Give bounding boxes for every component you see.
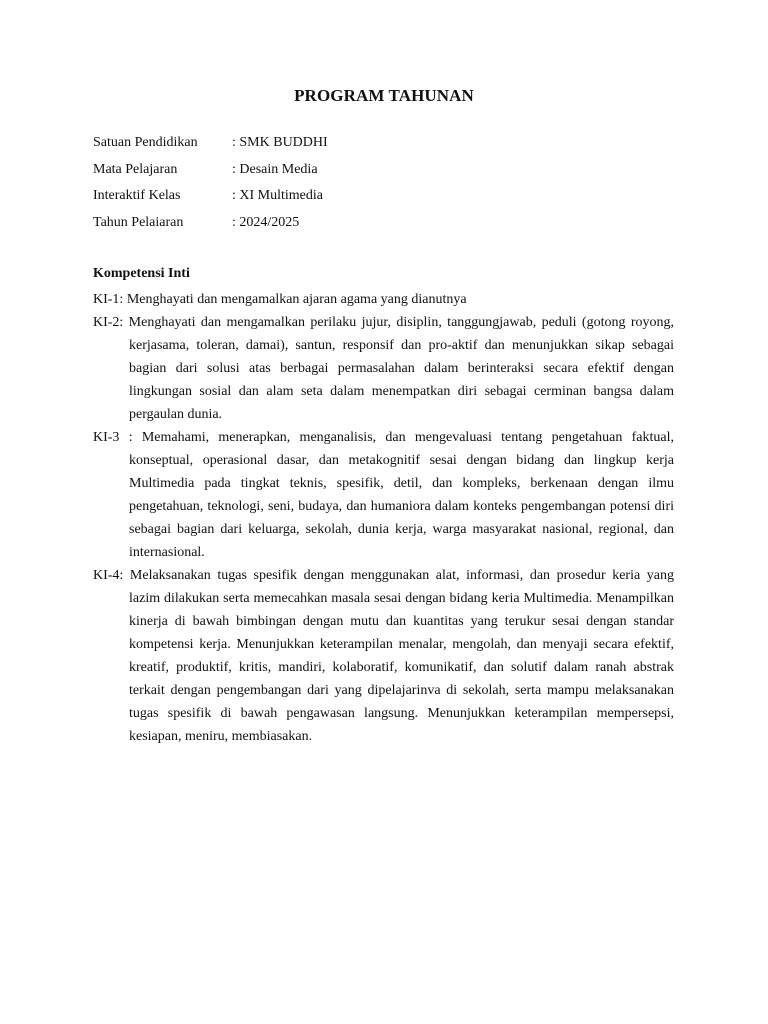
ki-2-paragraph: KI-2: Menghayati dan mengamalkan perilaku jujur, disiplin, tanggungjawab, peduli (gotong royong, kerjasama, toleran, damai), santun, responsif dan pro-aktif dan menunjukkan sikap sebagai bagian dari solusi atas berbagai permasalahan dalam berinteraksi secara efektif dengan lingkungan sosial dan alam seta dalam menempatkan diri sebagai cerminan bangsa dalam pergaulan dunia.: [93, 315, 674, 422]
identity-row-tahun-pelajaran: [93, 214, 693, 241]
identity-label: Satuan Pendidikan: [93, 135, 198, 150]
identity-row-mata-pelajaran: [93, 161, 693, 188]
identity-value: : 2024/2025: [232, 214, 300, 230]
identity-value: : SMK BUDDHI: [232, 135, 328, 150]
identity-value: : Desain Media: [232, 161, 318, 177]
section-heading: Kompetensi Inti: [93, 266, 190, 281]
identity-label: Tahun Pelaiaran: [93, 214, 184, 230]
identity-row-interaktif-kelas: [93, 187, 693, 214]
kompetensi-inti-section: [93, 265, 674, 748]
page-title: PROGRAM TAHUNAN: [294, 86, 474, 105]
identity-row-satuan-pendidikan: [93, 134, 693, 161]
identity-label: Interaktif Kelas: [93, 188, 181, 203]
ki-1-paragraph: KI-1: Menghayati dan mengamalkan ajaran agama yang dianutnya: [93, 292, 467, 307]
ki-3-paragraph: KI-3 : Memahami, menerapkan, menganalisis, dan mengevaluasi tentang pengetahuan faktual, konseptual, operasional dasar, dan metakognitif sesai dengan bidang dan lingkup kerja Multimedia pada tingkat teknis, spesifik, detil, dan kompleks, berkenaan dengan ilmu pengetahuan, teknologi, seni, budaya, dan humaniora dalam konteks pengembangan potensi diri sebagai bagian dari keluarga, sekolah, dunia kerja, warga masyarakat nasional, regional, dan internasional.: [93, 430, 674, 560]
identity-label: Mata Pelajaran: [93, 161, 178, 177]
identity-value: : XI Multimedia: [232, 188, 323, 203]
ki-4-paragraph: KI-4: Melaksanakan tugas spesifik dengan menggunakan alat, informasi, dan prosedur keria yang lazim dilakukan serta memecahkan masala sesai dengan bidang keria Multimedia. Menampilkan kinerja di bawah bimbingan dengan mutu dan kuantitas yang terukur sesai dengan standar kompetensi kerja. Menunjukkan keterampilan menalar, mengolah, dan menyaji secara efektif, kreatif, produktif, kritis, mandiri, kolaboratif, komunikatif, dan solutif dalam ranah abstrak terkait dengan pengembangan dari yang dipelajarinva di sekolah, serta mampu melaksanakan tugas spesifik di bawah pengawasan langsung. Menunjukkan keterampilan mempersepsi, kesiapan, meniru, membiasakan.: [93, 568, 674, 744]
identity-table: [93, 134, 693, 240]
